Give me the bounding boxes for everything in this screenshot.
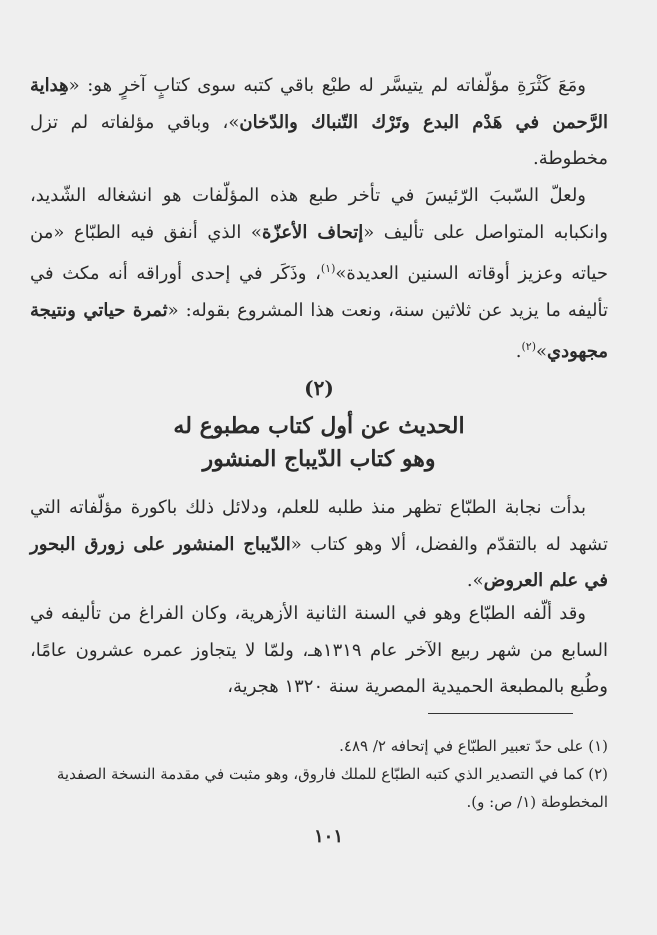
book-title-ithaf: إتحاف الأعزّة (261, 221, 364, 243)
paragraph-4 (30, 596, 608, 706)
page-number: ١٠١ (313, 826, 343, 847)
quote-thamarat: ثمرة حياتي ونتيجة مجهودي (30, 299, 608, 362)
para2-text-b: » الذي أنفق فيه الطبّاع «من حياته وعزيز أوقاته السنين العديدة» (30, 221, 608, 284)
paragraph-1 (30, 68, 608, 178)
section-heading-line2: وهو كتاب الدّيباج المنشور (202, 446, 436, 472)
para3-text-b: ». (466, 570, 484, 591)
para1-text-b: »، وباقي مؤلفاته لم تزل مخطوطة. (30, 111, 608, 169)
para2-text-a: ولعلّ السّببَ الرّئيسَ في تأخر طبع هذه المؤلّفات هو انشغاله الشّديد، وانكبابه المتواصل على تأليف « (30, 185, 608, 243)
footnote-2: (٢) كما في التصدير الذي كتبه الطبّاع للملك فاروق، وهو مثبت في مقدمة النسخة الصفدية المخطوطة (١/ ص: و). (56, 765, 608, 811)
footnote-1: (١) على حدّ تعبير الطبّاع في إتحافه ٢/ ٤٨٩. (339, 737, 608, 755)
para3-text-a: بدأت نجابة الطبّاع تظهر منذ طلبه للعلم، ودلائل ذلك باكورة مؤلّفاته التي تشهد له بالتقدّم والفضل، ألا وهو كتاب « (30, 497, 608, 555)
section-heading-line1: الحديث عن أول كتاب مطبوع له (173, 413, 465, 439)
para1-text-a: ومَعَ كَثْرَةِ مؤلّفاته لم يتيسَّر له طبْع باقي كتبه سوى كتابٍ آخرٍ هو: « (68, 75, 586, 96)
footnote-ref-1: (١) (320, 262, 336, 275)
footnote-divider (428, 713, 573, 714)
book-title-hidayat: هِداية الرَّحمن في هَدْم البدع وتَرْك التّنباك والدّخان (30, 75, 609, 133)
para2-text-c: ، وذَكَر في إحدى أوراقه أنه مكث في تأليفه ما يزيد عن ثلاثين سنة، ونعت هذا المشروع بقوله: « (30, 263, 608, 321)
para2-text-d: » (536, 341, 548, 362)
section-number: (٢) (304, 376, 334, 400)
paragraph-2 (30, 178, 608, 371)
book-title-dibaj: الدّيباج المنشور على زورق البحور في علم العروض (30, 533, 608, 591)
footnotes (30, 732, 608, 816)
footnote-ref-2: (٢) (521, 340, 537, 353)
para4-text: وقد ألّفه الطبّاع وهو في السنة الثانية الأزهرية، وكان الفراغ من تأليفه في السابع من شهر ربيع الآخر عام ١٣١٩هـ، ولمّا لا يتجاوز عمره عشرون عامًا، وطُبع بالمطبعة الحميدية المصرية سنة ١٣٢٠ هجرية، (30, 603, 609, 697)
paragraph-3 (30, 490, 608, 600)
para2-text-e: . (515, 341, 522, 362)
